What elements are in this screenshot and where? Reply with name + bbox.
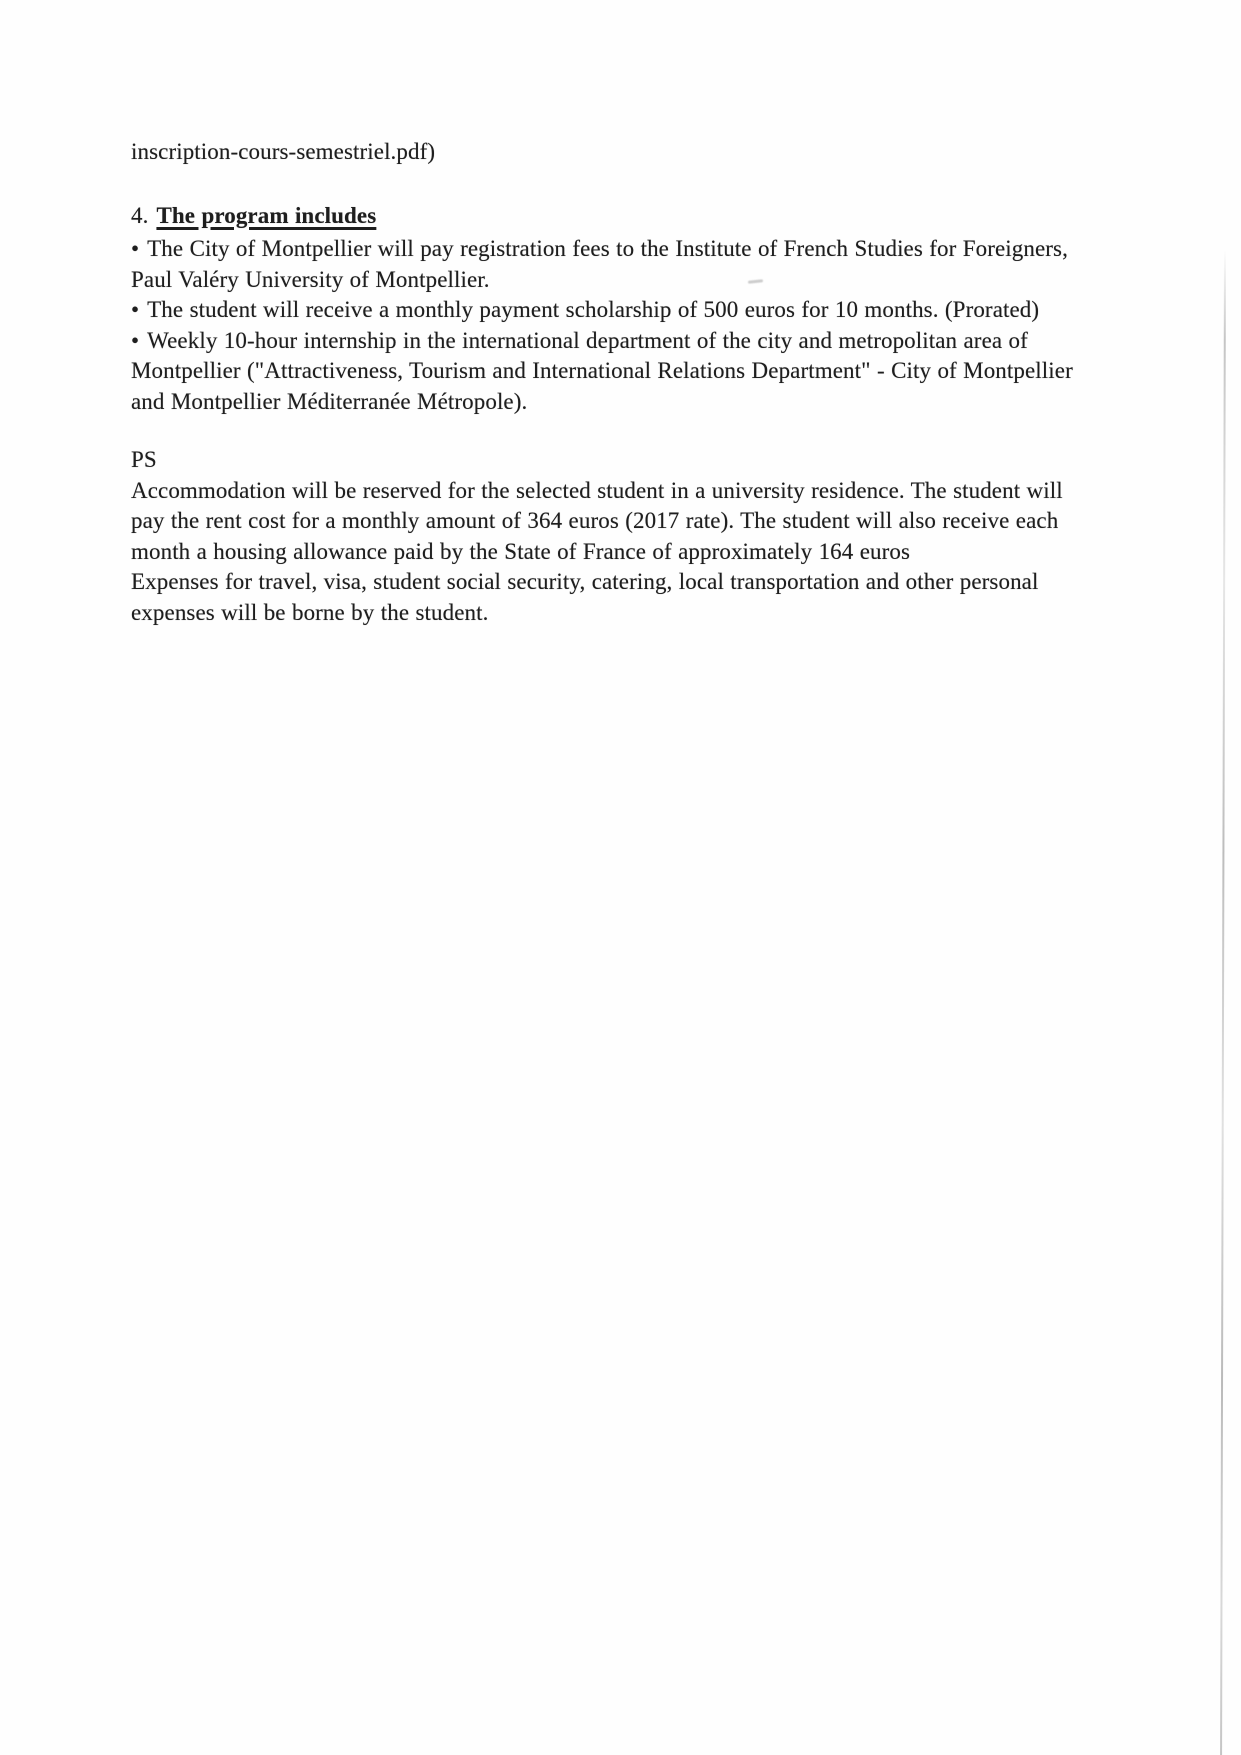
section-number: 4. [131, 202, 149, 228]
section-title: The program includes [156, 202, 377, 228]
bullet-item-internship-line3: and Montpellier Méditerranée Métropole). [131, 388, 528, 414]
scan-line-artifact [1220, 250, 1226, 1755]
bullet-text: The City of Montpellier will pay registration fees to the Institute of French Studies for Foreigners, [147, 236, 1068, 261]
postscript-line: Accommodation will be reserved for the selected student in a university residence. The student will [131, 477, 1063, 503]
bullet-icon: • [131, 236, 140, 261]
bullet-text: The student will receive a monthly payment scholarship of 500 euros for 10 months. (Prorated) [147, 297, 1040, 322]
bullet-item-registration-line1 [131, 234, 1191, 265]
postscript-block [131, 445, 1191, 628]
section-bullet-list [131, 234, 1191, 417]
bullet-icon: • [131, 327, 140, 353]
postscript-line: Expenses for travel, visa, student social security, catering, local transportation and other personal [131, 569, 1039, 594]
bullet-text: Weekly 10-hour internship in the international department of the city and metropolitan area of [147, 327, 1028, 353]
postscript-label: PS [131, 447, 157, 472]
bullet-icon: • [131, 297, 140, 322]
postscript-line: month a housing allowance paid by the State of France of approximately 164 euros [131, 538, 911, 564]
postscript-line: pay the rent cost for a monthly amount of 364 euros (2017 rate). The student will also receive each [131, 508, 1059, 533]
bullet-item-scholarship [131, 295, 1191, 326]
bullet-item-internship-line1 [131, 326, 1191, 357]
attachment-note-line: inscription-cours-semestriel.pdf) [131, 139, 436, 164]
section-heading [131, 201, 1191, 232]
bullet-item-internship-line2: Montpellier ("Attractiveness, Tourism and International Relations Department" - City of Montpellier [131, 358, 1073, 383]
bullet-item-registration-line2: Paul Valéry University of Montpellier. [131, 266, 490, 292]
postscript-line: expenses will be borne by the student. [131, 599, 489, 625]
document-text-block [131, 137, 1191, 628]
